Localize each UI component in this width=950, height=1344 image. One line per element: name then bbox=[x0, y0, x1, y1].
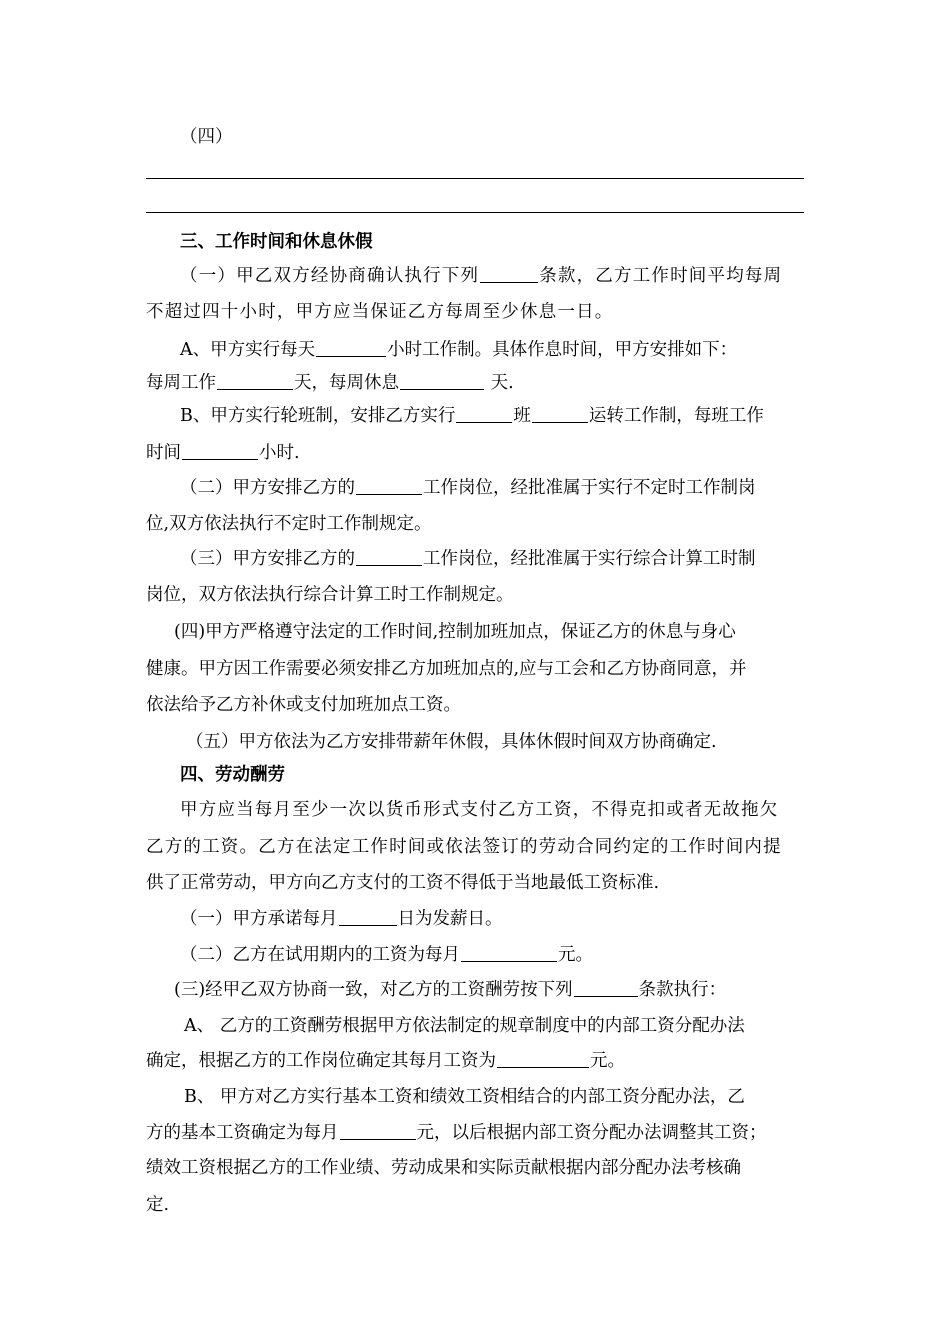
clause-4-A: A、 乙方的工资酬劳根据甲方依法制定的规章制度中的内部工资分配办法 bbox=[184, 1016, 745, 1036]
blank-field[interactable] bbox=[340, 1122, 416, 1140]
clause-3-A: A、甲方实行每天 小时工作制。具体作息时间，甲方安排如下： bbox=[180, 340, 738, 360]
clause-3-1: （一）甲乙双方经协商确认执行下列 条款，乙方工作时间平均每周 bbox=[180, 266, 783, 286]
clause-4-B: B、 甲方对乙方实行基本工资和绩效工资相结合的内部工资分配办法，乙 bbox=[184, 1087, 745, 1107]
fill-line-1 bbox=[146, 178, 804, 179]
clause-3-3-cont: 岗位，双方依法执行综合计算工时工作制规定。 bbox=[146, 585, 514, 605]
clause-3-A-week: 每周工作 天，每周休息 天. bbox=[146, 373, 514, 393]
clause-3-B-time: 时间 小时. bbox=[146, 443, 300, 463]
section-4-heading: 四、劳动酬劳 bbox=[180, 765, 285, 785]
blank-field[interactable] bbox=[316, 339, 386, 357]
clause-3-2: （二）甲方安排乙方的 工作岗位，经批准属于实行不定时工作制岗 bbox=[180, 478, 756, 498]
clause-3-4-cont1: 健康。甲方因工作需要必须安排乙方加班加点的,应与工会和乙方协商同意，并 bbox=[146, 659, 747, 679]
clause-4-1: （一）甲方承诺每月 日为发薪日。 bbox=[180, 909, 503, 929]
clause-4-2: （二）乙方在试用期内的工资为每月 元。 bbox=[180, 945, 593, 965]
blank-field[interactable] bbox=[456, 405, 512, 423]
clause-4-A-cont: 确定，根据乙方的工作岗位确定其每月工资为 元。 bbox=[146, 1051, 625, 1071]
blank-field[interactable] bbox=[532, 405, 588, 423]
clause-4-B-cont3: 定. bbox=[146, 1195, 170, 1215]
blank-field[interactable] bbox=[574, 979, 638, 997]
clause-3-5: （五）甲方依法为乙方安排带薪年休假，具体休假时间双方协商确定. bbox=[186, 732, 717, 752]
blank-field[interactable] bbox=[339, 908, 397, 926]
blank-field[interactable] bbox=[356, 548, 422, 566]
fill-line-2 bbox=[146, 212, 804, 213]
section-3-heading: 三、工作时间和休息休假 bbox=[180, 232, 373, 252]
clause-3-4: (四)甲方严格遵守法定的工作时间,控制加班加点，保证乙方的休息与身心 bbox=[174, 622, 736, 642]
blank-field[interactable] bbox=[182, 442, 258, 460]
clause-3-4-cont2: 依法给予乙方补休或支付加班加点工资。 bbox=[146, 695, 461, 715]
blank-field[interactable] bbox=[480, 265, 538, 283]
blank-field[interactable] bbox=[356, 477, 422, 495]
blank-field[interactable] bbox=[400, 372, 484, 390]
clause-3-2-cont: 位,双方依法执行不定时工作制规定。 bbox=[146, 514, 432, 534]
blank-field[interactable] bbox=[497, 1050, 589, 1068]
clause-3-B: B、甲方实行轮班制，安排乙方实行 班 运转工作制，每班工作 bbox=[180, 406, 764, 426]
blank-field[interactable] bbox=[461, 944, 557, 962]
item-four-label: （四） bbox=[180, 127, 233, 147]
clause-4-B-cont2: 绩效工资根据乙方的工作业绩、劳动成果和实际贡献根据内部分配办法考核确 bbox=[146, 1158, 741, 1178]
wage-para-1: 甲方应当每月至少一次以货币形式支付乙方工资，不得克扣或者无故拖欠 bbox=[180, 800, 779, 820]
clause-3-3: （三）甲方安排乙方的 工作岗位，经批准属于实行综合计算工时制 bbox=[180, 549, 756, 569]
wage-para-2: 乙方的工资。乙方在法定工作时间或依法签订的劳动合同约定的工作时间内提 bbox=[146, 837, 782, 857]
wage-para-3: 供了正常劳动，甲方向乙方支付的工资不得低于当地最低工资标准. bbox=[146, 873, 660, 893]
blank-field[interactable] bbox=[217, 372, 293, 390]
clause-3-1-cont: 不超过四十小时，甲方应当保证乙方每周至少休息一日。 bbox=[146, 302, 614, 322]
clause-4-3: (三)经甲乙双方协商一致，对乙方的工资酬劳按下列 条款执行： bbox=[174, 980, 727, 1000]
clause-4-B-cont1: 方的基本工资确定为每月 元，以后根据内部工资分配办法调整其工资； bbox=[146, 1123, 767, 1143]
